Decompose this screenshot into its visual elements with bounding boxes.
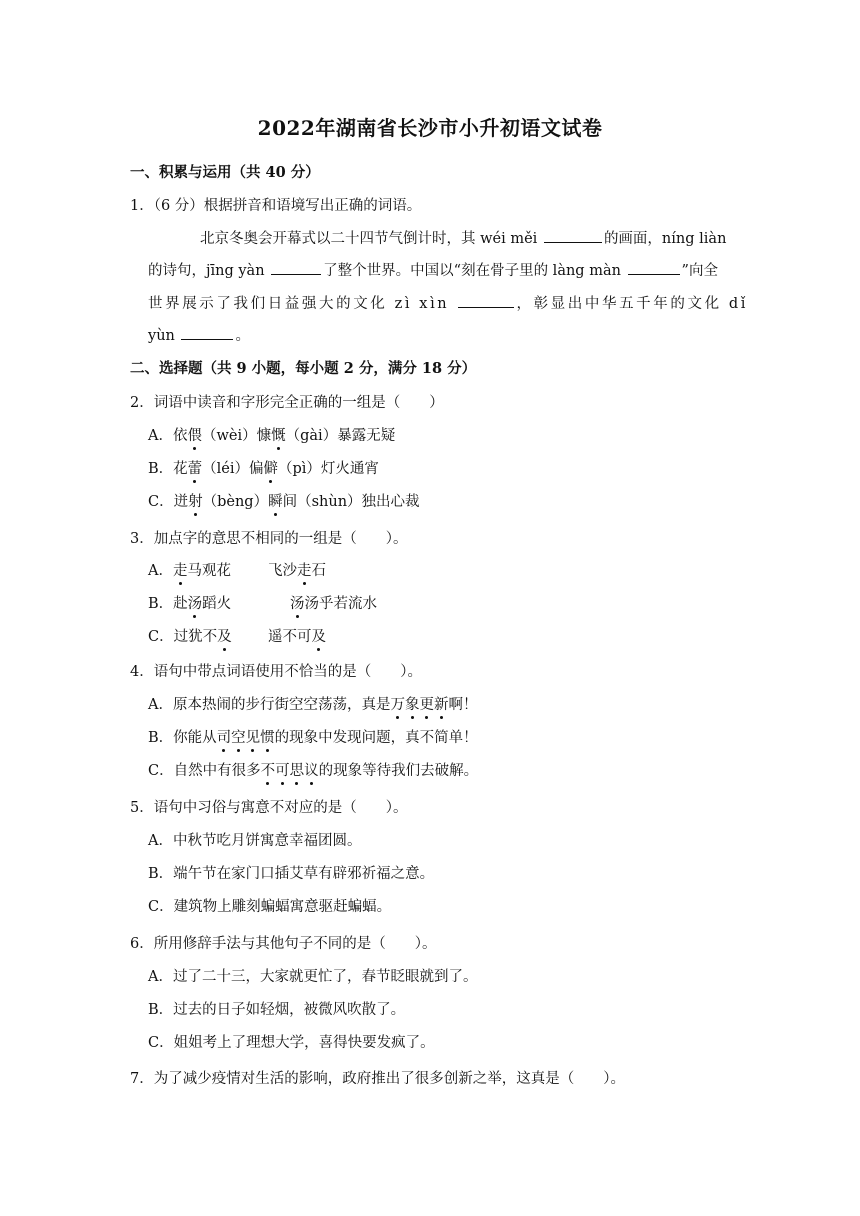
question-4-option-b[interactable]: B．你能从司空见惯的现象中发现问题，真不简单！	[148, 730, 478, 746]
question-4-stem: 4．语句中带点词语使用不恰当的是（ ）。	[130, 664, 422, 680]
question-2-option-c[interactable]: C．迸射（bèng）瞬间（shùn）独出心裁	[148, 494, 420, 510]
question-4-option-c[interactable]: C．自然中有很多不可思议的现象等待我们去破解。	[148, 763, 479, 779]
question-3-option-b-pair: 汤汤乎若流水	[290, 596, 377, 612]
dotted-char: 见	[245, 730, 261, 746]
question-2-option-b[interactable]: B．花蕾（léi）偏僻（pì）灯火通宵	[148, 461, 379, 477]
question-7-stem: 7．为了减少疫情对生活的影响，政府推出了很多创新之举，这真是（ ）。	[130, 1071, 625, 1087]
question-3-option-a[interactable]: A．走马观花	[148, 563, 231, 579]
dotted-char: 空	[231, 730, 246, 746]
section-heading-1: 一、积累与运用（共 40 分）	[130, 164, 320, 181]
dotted-word	[217, 730, 275, 746]
dotted-char: 象	[404, 697, 420, 713]
question-1-line-3: 世界展示了我们日益强大的文化 zì xìn ，彰显出中华五千年的文化 dǐ	[148, 293, 748, 314]
section-heading-2: 二、选择题（共 9 小题，每小题 2 分，满分 18 分）	[130, 360, 477, 377]
answer-blank[interactable]	[181, 325, 233, 340]
dotted-char: 议	[304, 763, 319, 779]
question-1-stem: 1．（6 分）根据拼音和语境写出正确的词语。	[130, 198, 422, 214]
question-3-stem: 3．加点字的意思不相同的一组是（ ）。	[130, 531, 408, 547]
answer-blank[interactable]	[458, 293, 514, 308]
question-2-stem: 2．词语中读音和字形完全正确的一组是（ ）	[130, 395, 444, 411]
question-5-option-b[interactable]: B．端午节在家门口插艾草有辟邪祈福之意。	[148, 866, 435, 882]
dotted-char: 可	[275, 763, 290, 779]
dotted-char: 万	[390, 697, 405, 713]
dotted-char: 更	[419, 697, 434, 713]
question-5-option-c[interactable]: C．建筑物上雕刻蝙蝠寓意驱赶蝙蝠。	[148, 899, 392, 915]
question-3-option-a-pair: 飞沙走石	[268, 563, 326, 579]
dotted-word	[390, 697, 448, 713]
question-3-option-c[interactable]: C．过犹不及	[148, 629, 232, 645]
question-1-line-4: yùn 。	[148, 325, 250, 346]
question-6-stem: 6．所用修辞手法与其他句子不同的是（ ）。	[130, 936, 437, 952]
question-6-option-b[interactable]: B．过去的日子如轻烟，被微风吹散了。	[148, 1002, 406, 1018]
dotted-char: 司	[216, 730, 232, 746]
question-6-option-c[interactable]: C．姐姐考上了理想大学，喜得快要发疯了。	[148, 1035, 435, 1051]
answer-blank[interactable]	[271, 260, 321, 275]
question-1-line-1: 北京冬奥会开幕式以二十四节气倒计时，其 wéi měi 的画面，níng liàn	[200, 228, 726, 249]
question-3-option-c-pair: 遥不可及	[268, 629, 326, 645]
dotted-word	[261, 763, 319, 779]
dotted-char: 思	[289, 763, 305, 779]
question-1-line-2: 的诗句，jīng yàn 了整个世界。中国以“刻在骨子里的 làng màn ”向全	[148, 260, 718, 281]
question-5-option-a[interactable]: A．中秋节吃月饼寓意幸福团圆。	[148, 833, 362, 849]
question-4-option-a[interactable]: A．原本热闹的步行街空空荡荡，真是万象更新啊！	[148, 697, 478, 713]
page-title: 2022年湖南省长沙市小升初语文试卷	[257, 116, 603, 140]
dotted-char: 惯	[260, 730, 275, 746]
answer-blank[interactable]	[544, 228, 602, 243]
question-2-option-a[interactable]: A．依偎（wèi）慷慨（gài）暴露无疑	[148, 428, 396, 444]
question-5-stem: 5．语句中习俗与寓意不对应的是（ ）。	[130, 800, 408, 816]
question-3-option-b[interactable]: B．赴汤蹈火	[148, 596, 232, 612]
dotted-char: 不	[260, 763, 276, 779]
dotted-char: 新	[433, 697, 449, 713]
question-6-option-a[interactable]: A．过了二十三，大家就更忙了，春节眨眼就到了。	[148, 969, 478, 985]
answer-blank[interactable]	[628, 260, 680, 275]
